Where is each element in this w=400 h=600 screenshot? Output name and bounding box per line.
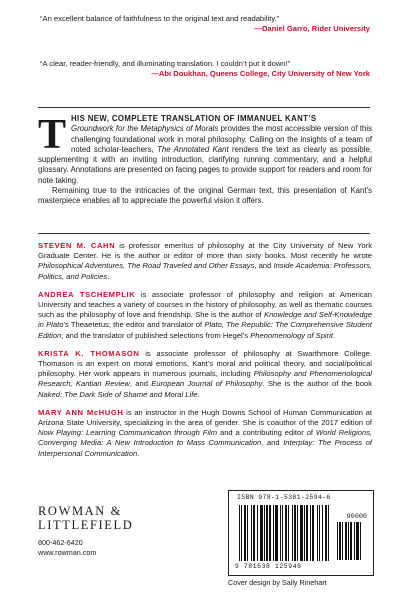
- bio-text: is associate professor of philosophy at Swarthmore College. Thomason is an expert on moral emotions, Kant’s moral and political theory, and social/political philosophy. Her work appears in numerous journals, including: [38, 348, 373, 379]
- bio-book-title: Plato, The Republic: The Comprehensive Student Edition: [38, 320, 372, 340]
- bio-book-title: Naked: The Dark Side of Shame and Moral Life: [38, 389, 198, 399]
- drop-cap: T: [38, 112, 67, 158]
- description-lead: HIS NEW, COMPLETE TRANSLATION OF IMMANUEL KANT’S: [71, 114, 317, 123]
- book-title: Groundwork for the Metaphysics of Morals: [71, 124, 219, 134]
- bio-text: , and: [261, 438, 284, 448]
- author-name: KRISTA K. THOMASON: [38, 348, 140, 358]
- bio-text: , and: [129, 379, 152, 389]
- author-name: ANDREA TSCHEMPLIK: [38, 289, 136, 299]
- author-name: STEVEN M. CAHN: [38, 241, 116, 250]
- author-bio: [38, 290, 372, 341]
- author-bio: [38, 241, 372, 282]
- publisher-logo-line: ROWMAN &: [38, 504, 122, 518]
- author-bio: [38, 349, 372, 400]
- bio-book-title: Interplay: The Process of Interpersonal Communication: [38, 438, 372, 458]
- divider: [38, 233, 370, 234]
- barcode-bars-icon: [239, 505, 333, 561]
- isbn-barcode: [228, 490, 374, 576]
- publisher-url: www.rowman.com: [38, 547, 97, 557]
- bio-text: is associate professor of philosophy and religion at American University and teaches a variety of courses in the history of philosophy, as well as thematic courses such as the philosophy of love and friendship. She is the author of: [38, 289, 372, 320]
- bio-text: .: [332, 330, 336, 340]
- bio-book-title: Philosophy and Phenomenological Research, Kantian Review: [38, 369, 372, 389]
- publisher-phone: 800-462-6420: [38, 538, 83, 547]
- endorsement-blurb: [40, 59, 370, 79]
- author-bio: [38, 408, 372, 459]
- cover-design-credit: Cover design by Sally Rinehart: [228, 578, 327, 587]
- description-text: renders the text as clearly as possible, supplementing it with an inviting introduction, clarifying running commentary, and a helpful glossary. Annotations are presented on facing pages to provide support for readers and room for note taking.: [38, 144, 373, 185]
- endorsement-quote: “A clear, reader-friendly, and illuminating translation. I couldn’t put it down!”: [40, 59, 291, 68]
- bio-book-title: Philosophical Adventures, The Road Traveled and Other Essays: [38, 261, 255, 271]
- bio-text: is an instructor in the Hugh Downs School of Human Communication at Arizona State University, specializing in the area of gender. She is coauthor of the 2017 edition of: [38, 407, 372, 428]
- endorsement-attribution: —Daniel Garro, Rider University: [254, 24, 370, 34]
- bio-text: is professor emeritus of philosophy at the City University of New York Graduate Center. He is the author or editor of more than sixty books. Most recently he wrote: [38, 241, 372, 261]
- bio-book-title: World Religions, Converging Media: A New Introduction to Mass Communication: [38, 428, 372, 448]
- author-bios: [38, 241, 372, 467]
- bio-text: and a contributing editor of: [217, 428, 316, 438]
- price-code: 90000: [346, 513, 367, 521]
- ean-digits: 9 781538 125946: [235, 563, 302, 570]
- endorsement-attribution: —Abi Doukhan, Queens College, City University of New York: [151, 69, 370, 79]
- book-description: [38, 114, 372, 207]
- publisher-logo-line: LITTLEFIELD: [38, 517, 134, 532]
- bio-text: , and: [254, 261, 274, 271]
- bio-book-title: Knowledge and Self-Knowledge in Plato’s: [38, 310, 373, 330]
- bio-book-title: Inside Academia: Professors, Politics, and Policies: [38, 261, 373, 281]
- bio-book-title: Now Playing: Learning Communication through Film: [38, 428, 218, 438]
- publisher-logo: [38, 505, 158, 532]
- description-paragraph: Remaining true to the intricacies of the original German text, this presentation of Kant’s masterpiece enables all to appreciate the powerful vision it offers.: [38, 186, 372, 206]
- endorsement-blurb: [40, 14, 370, 34]
- bio-text: .: [197, 389, 200, 399]
- divider: [38, 107, 370, 108]
- bio-book-title: European Journal of Philosophy: [151, 379, 263, 389]
- author-name: MARY ANN McHUGH: [38, 407, 124, 417]
- publisher-block: [38, 505, 158, 557]
- bio-text: ; and the translator of published selections from Hegel’s: [61, 330, 251, 340]
- bio-book-title: Phenomenology of Spirit: [250, 330, 333, 340]
- barcode-addon-bars-icon: [337, 522, 367, 560]
- bio-text: .: [107, 271, 110, 281]
- bio-text: .: [137, 448, 140, 458]
- description-text: provides the most accessible version of this challenging foundational work in moral philosophy. Calling on the insights of a team of noted scholar-teachers,: [71, 124, 373, 154]
- bio-text: . She is the author of the book: [262, 379, 373, 389]
- endorsement-quote: “An excellent balance of faithfulness to the original text and readability.”: [40, 14, 280, 23]
- series-title: The Annotated Kant: [157, 144, 229, 154]
- isbn-text: ISBN 978-1-5381-2594-6: [237, 494, 331, 501]
- bio-text: Theaetetus; the editor and translator of: [68, 320, 205, 330]
- description-paragraph: [38, 114, 372, 186]
